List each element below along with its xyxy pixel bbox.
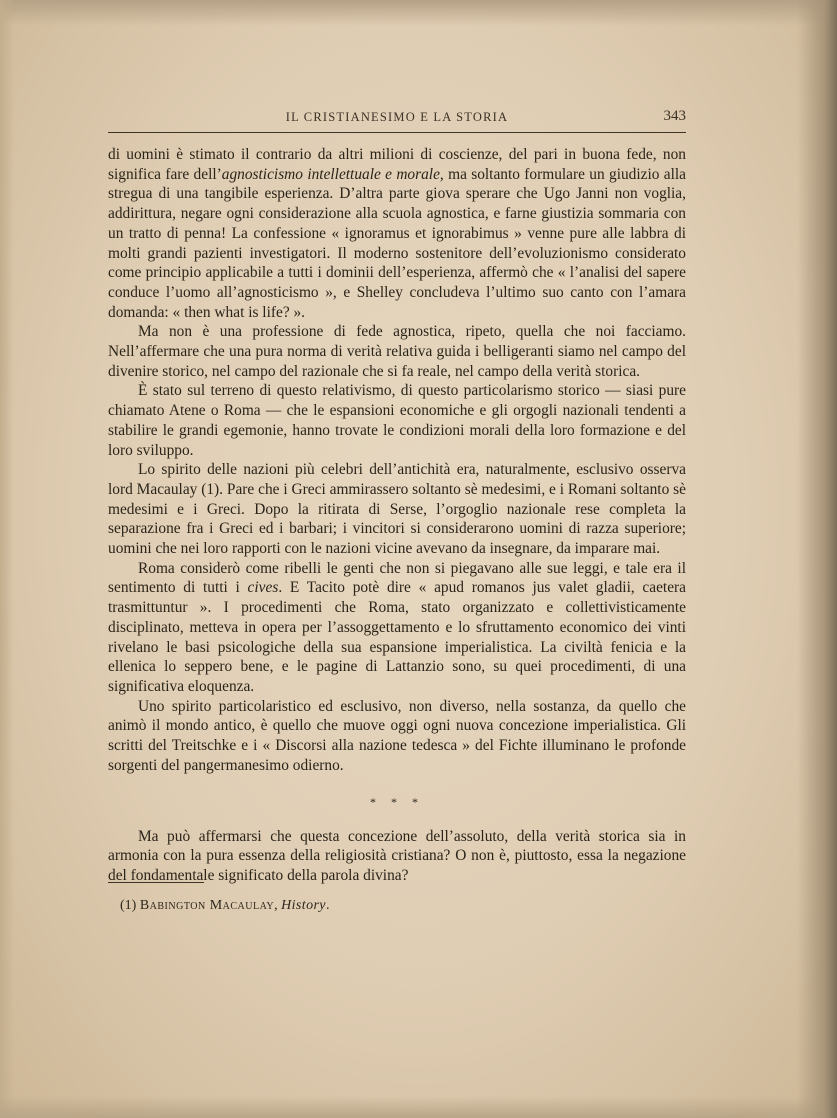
footnote-title: History <box>281 898 326 913</box>
paragraph-5-text-b: . E Tacito potè dire « apud romanos jus valet gladii, caetera trasmittuntur ». I procedimenti che Roma, stato organizzato e collettivisticamente disciplinato, metteva in opera per l’assoggettamento e lo sfruttamento economico dei vinti rivelano le basi psicologiche della sua espansione imperialistica. La civiltà fenicia e la ellenica lo seppero bene, e le pagine di Lattanzio sono, su quei procedimenti, di una significativa eloquenza. <box>108 579 686 695</box>
page-edge-shadow-left <box>0 0 14 1118</box>
paragraph-4: Lo spirito delle nazioni più celebri dell’antichità era, naturalmente, esclusivo osserva lord Macaulay (1). Pare che i Greci ammirassero soltanto sè medesimi, e i Romani soltanto sè medesimi e i Greci. Dopo la ritirata di Serse, l’orgoglio nazionale rese completa la separazione fra i Greci ed i barbari; i vincitori si considerarono uomini di razza superiore; uomini che nei loro rapporti con le nazioni vicine avevano da insegnare, da imparare mai. <box>108 461 686 558</box>
page-number: 343 <box>663 108 686 124</box>
paragraph-5-text-a: Roma considerò come ribelli le genti che non si piegavano alle sue leggi, e tale era il sentimento di tutti i <box>108 559 686 597</box>
paragraph-5-italic-word: cives <box>247 579 279 597</box>
footnote: (1) Babington Macaulay, History. <box>120 898 330 913</box>
paragraph-6: Uno spirito particolaristico ed esclusivo, non diverso, nella sostanza, da quello che animò il mondo antico, è quello che muove oggi ogni nuova concezione imperialistica. Gli scritti del Treitschke e i « Discorsi alla nazione tedesca » del Fichte illuminano le profonde sorgenti del pangermanesimo odierno. <box>108 697 686 774</box>
paragraph-5 <box>108 559 686 697</box>
page-header <box>108 106 686 133</box>
paragraph-1 <box>108 145 686 322</box>
closing-paragraph: Ma può affermarsi che questa concezione dell’assoluto, della verità storica sia in armonia con la pura essenza della religiosità cristiana? O non è, piuttosto, essa la negazione del fondamentale significato della parola divina? <box>108 827 686 884</box>
paragraph-3: È stato sul terreno di questo relativismo, di questo particolarismo storico — siasi pure chiamato Atene o Roma — che le espansioni economiche e gli orgogli nazionali tendenti a stabilire le grandi egemonie, hanno trovate le condizioni morali della loro formazione e del loro sviluppo. <box>108 382 686 459</box>
footnote-marker: (1) <box>120 898 137 913</box>
section-break: * * * <box>370 794 424 809</box>
footnote-author: Babington Macaulay <box>139 898 275 913</box>
paragraph-1-text-b: , ma soltanto formulare un giudizio alla stregua di una tangibile esperienza. D’altra parte giova sperare che Ugo Janni non voglia, addirittura, negare ogni considerazione alla scuola agnostica, e farne giustizia sommaria con un tratto di penna! La confessione « ignoramus et ignorabimus » venne pure alle labbra di molti grandi pazienti investigatori. Il moderno sostenitore dell’evoluzionismo considerato come principio applicabile a tutti i dominii dell’esperienza, affermò che « l’analisi del sapere conduce l’uomo all’agnosticismo », e Shelley concludeva l’ultimo suo canto con l’amara domanda: « then what is life? ». <box>108 165 686 321</box>
running-title: IL CRISTIANESIMO E LA STORIA <box>285 110 509 124</box>
paragraph-2: Ma non è una professione di fede agnostica, ripeto, quella che noi facciamo. Nell’affermare che una pura norma di verità relativa guida i belligeranti siamo nel campo del divenire storico, nel campo del razionale che si fa reale, nel campo della verità storica. <box>108 323 686 380</box>
paragraph-1-text-a: di uomini è stimato il contrario da altri milioni di coscienze, del pari in buona fede, non significa fare dell’ <box>108 146 686 183</box>
paragraph-1-italic-phrase: agnosticismo intellettuale e morale <box>221 165 440 183</box>
footnote-divider <box>108 882 204 883</box>
body-text <box>108 145 686 886</box>
page-edge-shadow-bottom <box>0 1096 837 1118</box>
